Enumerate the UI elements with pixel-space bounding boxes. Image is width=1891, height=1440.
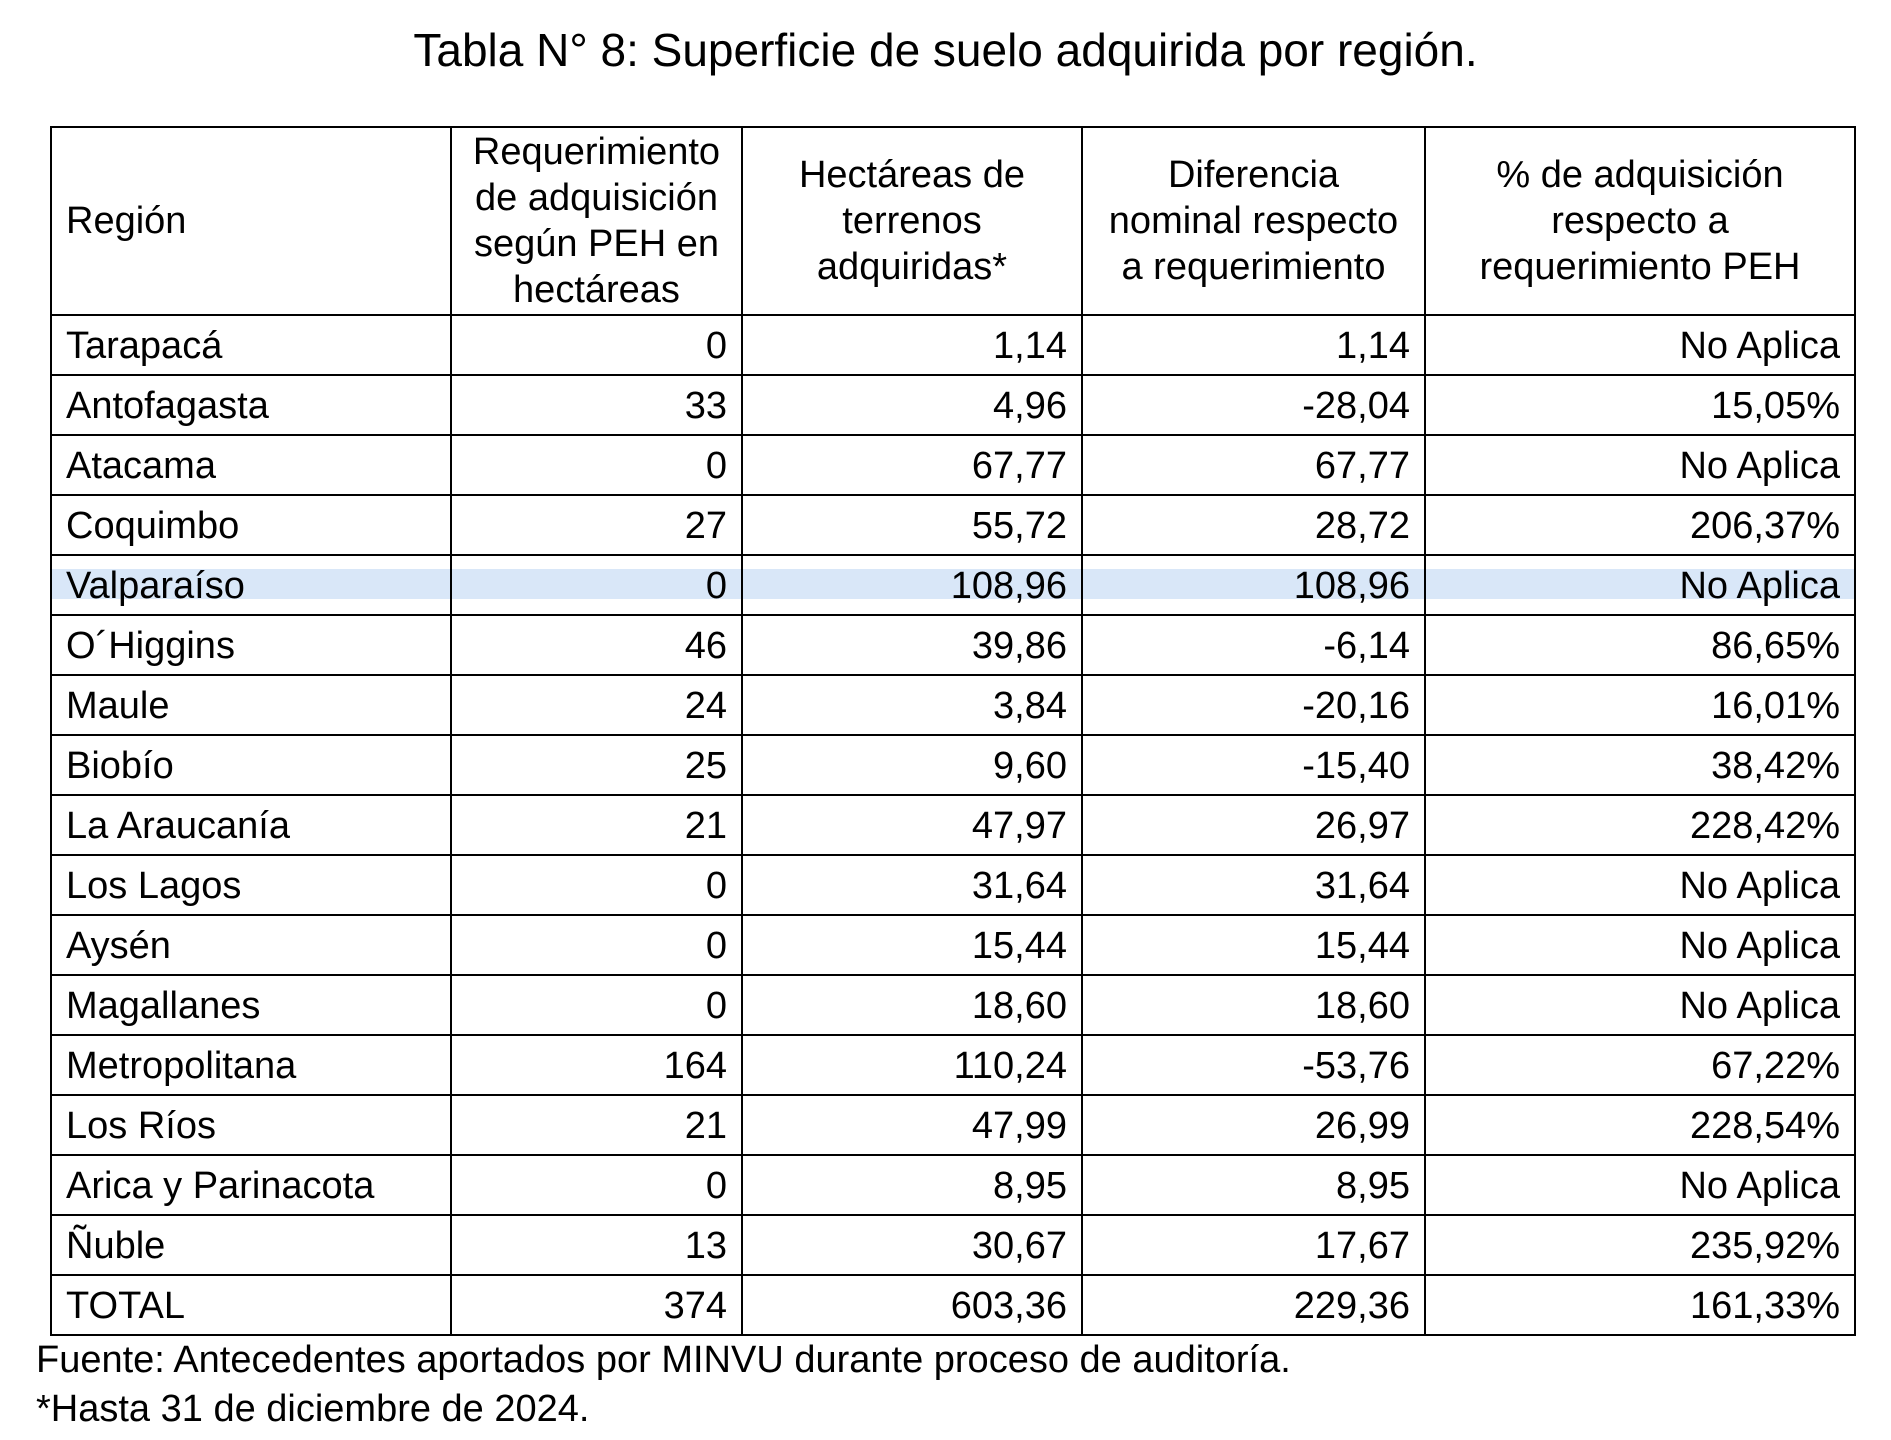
cell-percent: No Aplica [1425,555,1855,615]
cell-requirement: 21 [451,1095,742,1155]
cell-percent: 15,05% [1425,375,1855,435]
cell-difference: 1,14 [1082,315,1425,375]
cell-requirement: 13 [451,1215,742,1275]
header-hectares-acquired: Hectáreas de terrenos adquiridas* [742,127,1082,315]
cell-difference: -20,16 [1082,675,1425,735]
cell-hectares: 603,36 [742,1275,1082,1335]
cell-percent: 86,65% [1425,615,1855,675]
table-row [51,1155,1855,1215]
cell-percent: No Aplica [1425,1155,1855,1215]
cell-region: Maule [51,675,451,735]
cell-percent: 228,42% [1425,795,1855,855]
cell-region: Aysén [51,915,451,975]
cell-difference: -53,76 [1082,1035,1425,1095]
cell-requirement: 46 [451,615,742,675]
cell-hectares: 39,86 [742,615,1082,675]
cell-difference: 18,60 [1082,975,1425,1035]
table-row-highlighted [51,555,1855,615]
table-row-total [51,1275,1855,1335]
cell-difference: 17,67 [1082,1215,1425,1275]
cell-requirement: 374 [451,1275,742,1335]
cell-hectares: 30,67 [742,1215,1082,1275]
header-nominal-difference: Diferencia nominal respecto a requerimiento [1082,127,1425,315]
cell-region: Ñuble [51,1215,451,1275]
cell-region: O´Higgins [51,615,451,675]
table-row [51,675,1855,735]
cell-difference: -15,40 [1082,735,1425,795]
cell-difference: 31,64 [1082,855,1425,915]
table-row [51,1215,1855,1275]
cell-percent: No Aplica [1425,915,1855,975]
cell-region: La Araucanía [51,795,451,855]
table-row [51,795,1855,855]
cell-requirement: 164 [451,1035,742,1095]
cell-percent: 161,33% [1425,1275,1855,1335]
cell-difference: -6,14 [1082,615,1425,675]
cell-requirement: 0 [451,435,742,495]
header-row [51,127,1855,315]
table-row [51,615,1855,675]
table-row [51,975,1855,1035]
cell-difference: 229,36 [1082,1275,1425,1335]
regional-land-table [50,126,1856,1336]
cell-hectares: 67,77 [742,435,1082,495]
cell-hectares: 31,64 [742,855,1082,915]
cell-percent: No Aplica [1425,435,1855,495]
cell-difference: 26,99 [1082,1095,1425,1155]
cell-percent: 235,92% [1425,1215,1855,1275]
cell-hectares: 9,60 [742,735,1082,795]
cell-percent: No Aplica [1425,975,1855,1035]
cell-requirement: 27 [451,495,742,555]
table-row [51,495,1855,555]
cell-hectares: 55,72 [742,495,1082,555]
cell-region: Metropolitana [51,1035,451,1095]
cell-region: Los Lagos [51,855,451,915]
cell-difference: 8,95 [1082,1155,1425,1215]
cell-hectares: 8,95 [742,1155,1082,1215]
cell-difference: 15,44 [1082,915,1425,975]
header-region: Región [51,127,451,315]
table-row [51,1035,1855,1095]
table-row [51,435,1855,495]
cell-requirement: 0 [451,555,742,615]
cell-requirement: 0 [451,1155,742,1215]
cell-difference: 108,96 [1082,555,1425,615]
cell-hectares: 4,96 [742,375,1082,435]
table-row [51,855,1855,915]
cell-percent: No Aplica [1425,855,1855,915]
cell-requirement: 33 [451,375,742,435]
cell-percent: 228,54% [1425,1095,1855,1155]
cell-hectares: 15,44 [742,915,1082,975]
header-requirement: Requerimiento de adquisición según PEH en hectáreas [451,127,742,315]
cell-region: Los Ríos [51,1095,451,1155]
cell-percent: 16,01% [1425,675,1855,735]
cell-region: Magallanes [51,975,451,1035]
table-row [51,315,1855,375]
cell-region: Atacama [51,435,451,495]
cell-region: Valparaíso [51,555,451,615]
header-acquisition-percent: % de adquisición respecto a requerimiento PEH [1425,127,1855,315]
cell-requirement: 0 [451,855,742,915]
cell-region: Arica y Parinacota [51,1155,451,1215]
cell-percent: No Aplica [1425,315,1855,375]
cell-region: Biobío [51,735,451,795]
source-note: Fuente: Antecedentes aportados por MINVU durante proceso de auditoría. [36,1339,1291,1381]
table-row [51,1095,1855,1155]
cell-hectares: 1,14 [742,315,1082,375]
table-row [51,735,1855,795]
cell-requirement: 0 [451,315,742,375]
cell-percent: 206,37% [1425,495,1855,555]
cell-region: TOTAL [51,1275,451,1335]
cell-difference: 67,77 [1082,435,1425,495]
cell-region: Antofagasta [51,375,451,435]
cell-requirement: 25 [451,735,742,795]
cell-hectares: 3,84 [742,675,1082,735]
cell-hectares: 47,97 [742,795,1082,855]
cell-requirement: 21 [451,795,742,855]
cell-percent: 38,42% [1425,735,1855,795]
date-footnote: *Hasta 31 de diciembre de 2024. [36,1388,590,1430]
cell-difference: -28,04 [1082,375,1425,435]
table-row [51,915,1855,975]
cell-requirement: 24 [451,675,742,735]
cell-region: Coquimbo [51,495,451,555]
cell-region: Tarapacá [51,315,451,375]
cell-hectares: 47,99 [742,1095,1082,1155]
table-row [51,375,1855,435]
cell-hectares: 18,60 [742,975,1082,1035]
cell-difference: 26,97 [1082,795,1425,855]
cell-percent: 67,22% [1425,1035,1855,1095]
cell-requirement: 0 [451,975,742,1035]
cell-requirement: 0 [451,915,742,975]
cell-hectares: 110,24 [742,1035,1082,1095]
cell-hectares: 108,96 [742,555,1082,615]
table-title: Tabla N° 8: Superficie de suelo adquirida por región. [413,24,1478,76]
cell-difference: 28,72 [1082,495,1425,555]
